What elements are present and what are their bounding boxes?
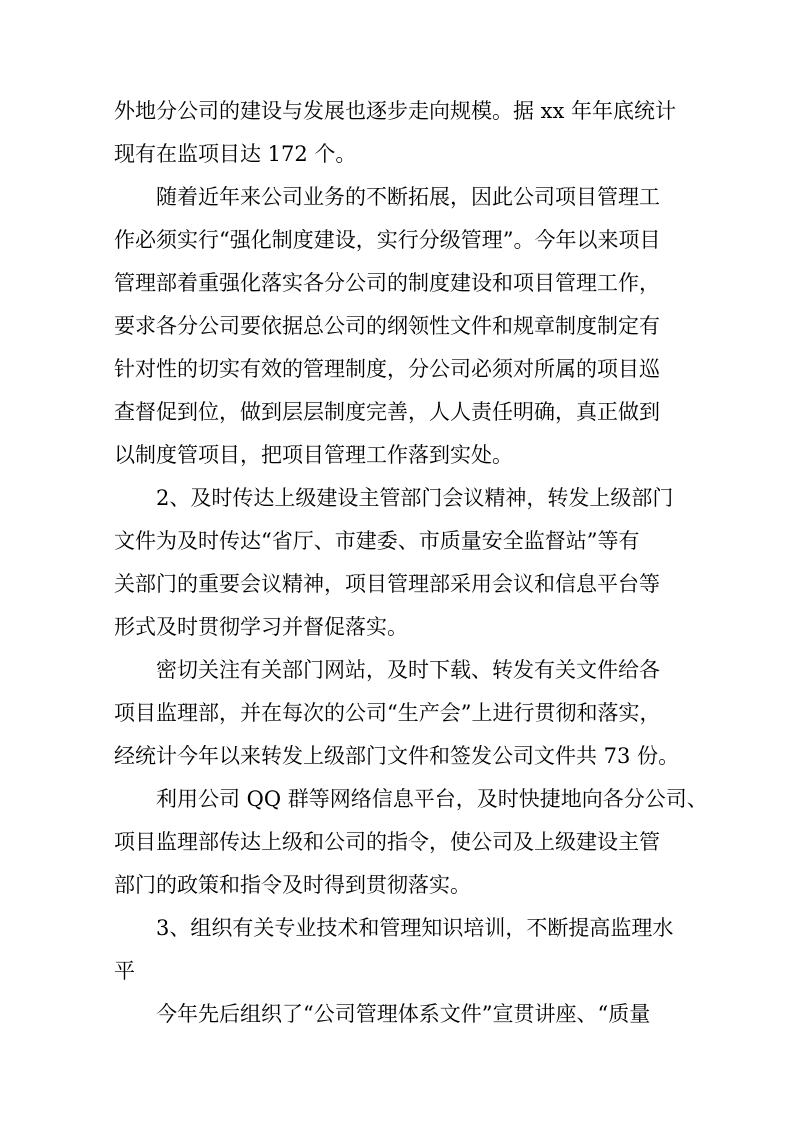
paragraph-first-line: 3、组织有关专业技术和管理知识培训，不断提高监理水 xyxy=(156,916,674,940)
paragraph-first-line: 2、及时传达上级建设主管部门会议精神，转发上级部门 xyxy=(156,486,674,510)
text-line: 现有在监项目达 172 个。 xyxy=(114,142,357,166)
paragraph-first-line: 密切关注有关部门网站，及时下载、转发有关文件给各 xyxy=(156,658,660,682)
text-line: 作必须实行“强化制度建设，实行分级管理”。今年以来项目 xyxy=(114,228,661,252)
text-line: 管理部着重强化落实各分公司的制度建设和项目管理工作， xyxy=(114,271,660,295)
text-line: 以制度管项目，把项目管理工作落到实处。 xyxy=(114,443,513,467)
paragraph-first-line: 利用公司 QQ 群等网络信息平台，及时快捷地向各分公司、 xyxy=(156,787,708,811)
text-line: 文件为及时传达“省厅、市建委、市质量安全监督站”等有 xyxy=(114,529,640,553)
text-line: 形式及时贯彻学习并督促落实。 xyxy=(114,615,408,639)
text-line: 关部门的重要会议精神，项目管理部采用会议和信息平台等 xyxy=(114,572,660,596)
text-line: 项目监理部，并在每次的公司“生产会”上进行贯彻和落实， xyxy=(114,701,661,725)
text-line: 针对性的切实有效的管理制度，分公司必须对所属的项目巡 xyxy=(114,357,660,381)
text-line: 查督促到位，做到层层制度完善，人人责任明确，真正做到 xyxy=(114,400,660,424)
text-line: 经统计今年以来转发上级部门文件和签发公司文件共 73 份。 xyxy=(114,744,680,768)
paragraph-first-line: 今年先后组织了“公司管理体系文件”宣贯讲座、“质量 xyxy=(156,1002,651,1026)
text-line: 外地分公司的建设与发展也逐步走向规模。据 xx 年年底统计 xyxy=(114,99,677,123)
text-line: 平 xyxy=(114,959,135,983)
paragraph-first-line: 随着近年来公司业务的不断拓展，因此公司项目管理工 xyxy=(156,185,660,209)
text-line: 项目监理部传达上级和公司的指令，使公司及上级建设主管 xyxy=(114,830,660,854)
text-line: 要求各分公司要依据总公司的纲领性文件和规章制度制定有 xyxy=(114,314,660,338)
text-line: 部门的政策和指令及时得到贯彻落实。 xyxy=(114,873,471,897)
